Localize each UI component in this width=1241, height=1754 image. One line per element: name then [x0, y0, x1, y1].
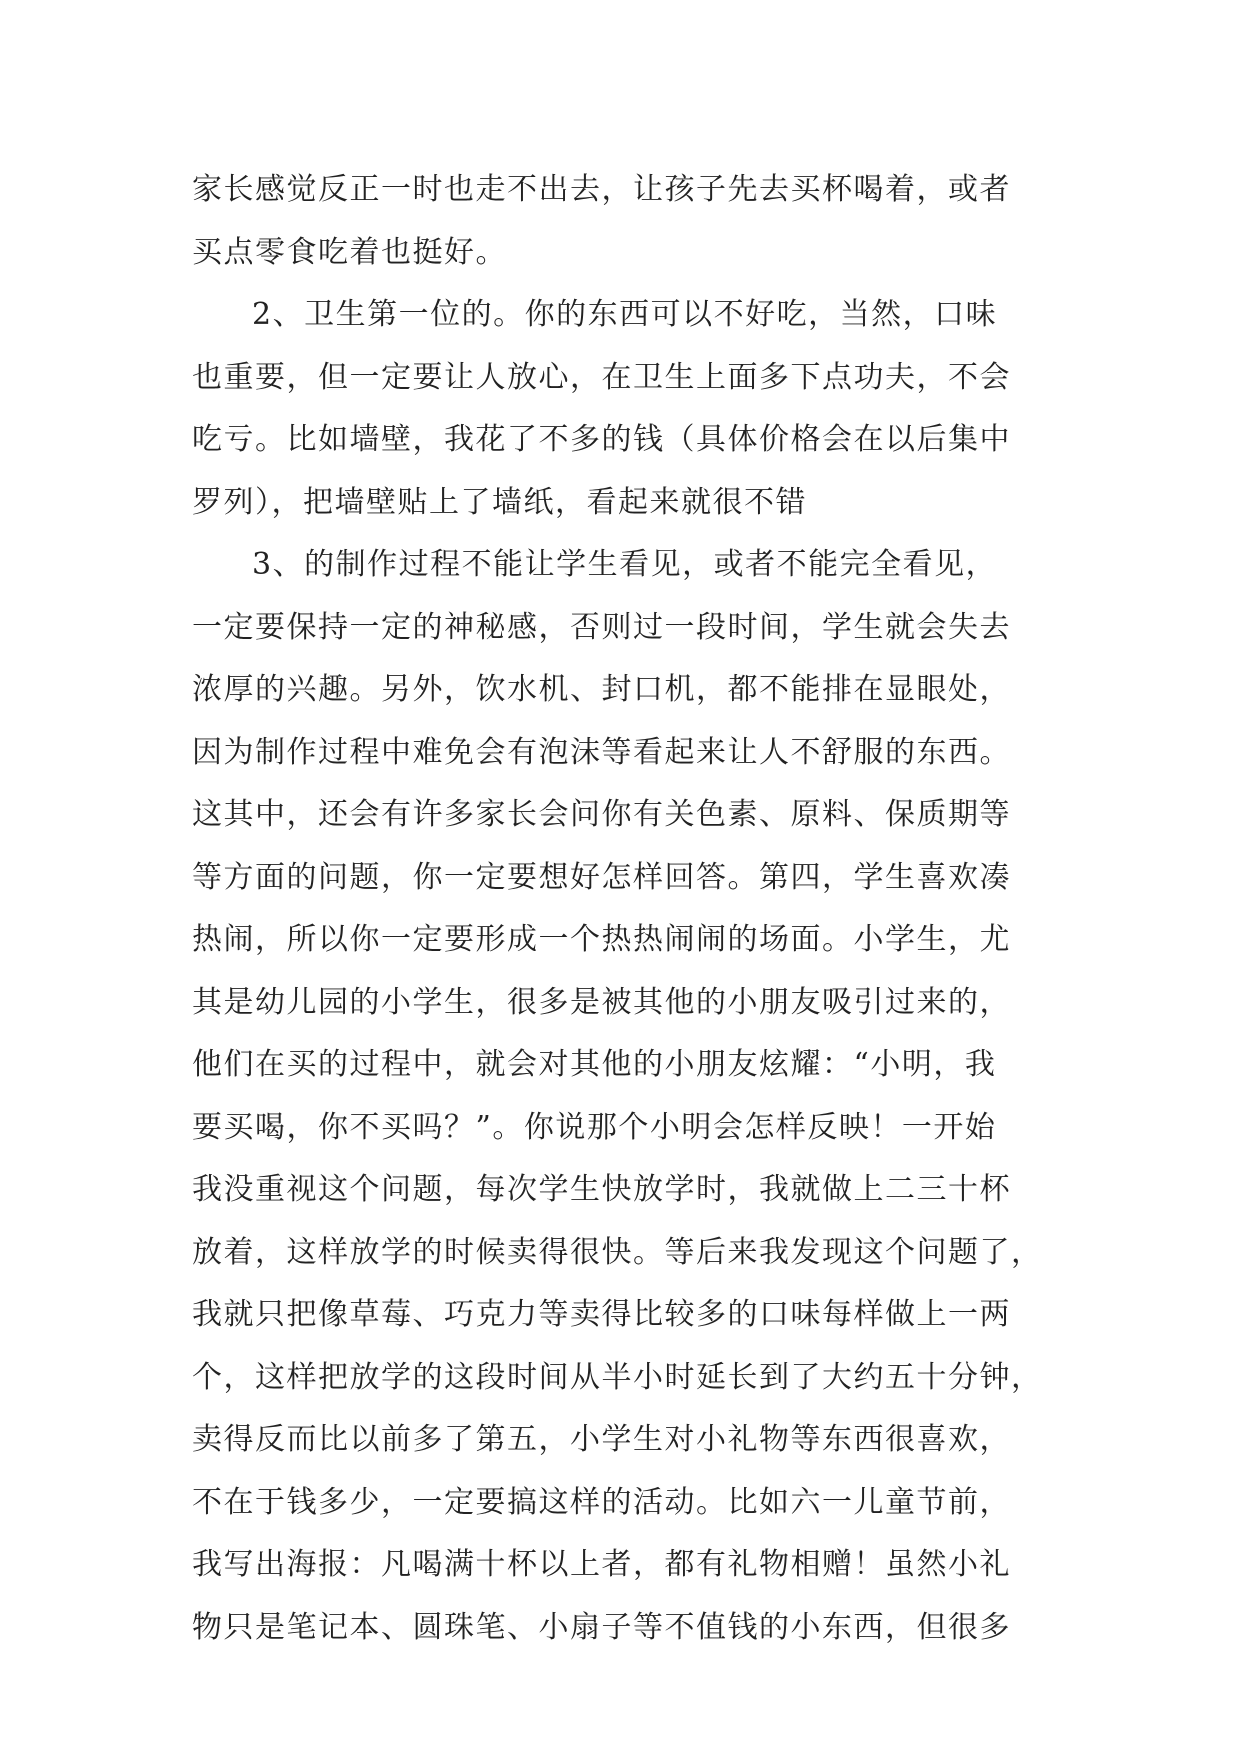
text-line: 吃亏。比如墙壁，我花了不多的钱（具体价格会在以后集中 [192, 422, 1011, 457]
text-line: 也重要，但一定要让人放心，在卫生上面多下点功夫，不会 [192, 359, 1011, 395]
text-line: 个，这样把放学的这段时间从半小时延长到了大约五十分钟， [192, 1359, 1043, 1395]
text-line: 卖得反而比以前多了第五，小学生对小礼物等东西很喜欢， [192, 1422, 1011, 1457]
text-line: 要买喝，你不买吗？”。你说那个小明会怎样反映！一开始 [192, 1109, 997, 1145]
text-line: 其是幼儿园的小学生，很多是被其他的小朋友吸引过来的， [192, 984, 1011, 1020]
text-line: 3、的制作过程不能让学生看见，或者不能完全看见， [252, 547, 998, 582]
text-line: 不在于钱多少，一定要搞这样的活动。比如六一儿童节前， [192, 1484, 1011, 1520]
text-line: 我没重视这个问题，每次学生快放学时，我就做上二三十杯 [192, 1172, 1011, 1207]
body-text [192, 159, 1072, 1659]
text-line: 因为制作过程中难免会有泡沫等看起来让人不舒服的东西。 [192, 734, 1011, 770]
text-line: 等方面的问题，你一定要想好怎样回答。第四，学生喜欢凑 [192, 859, 1011, 895]
text-line: 罗列），把墙壁贴上了墙纸，看起来就很不错 [192, 484, 807, 520]
text-line: 我写出海报：凡喝满十杯以上者，都有礼物相赠！虽然小礼 [192, 1547, 1011, 1582]
text-line: 一定要保持一定的神秘感，否则过一段时间，学生就会失去 [192, 609, 1011, 645]
text-line: 物只是笔记本、圆珠笔、小扇子等不值钱的小东西，但很多 [192, 1609, 1011, 1645]
text-line: 这其中，还会有许多家长会问你有关色素、原料、保质期等 [192, 797, 1011, 832]
text-line: 放着，这样放学的时候卖得很快。等后来我发现这个问题了， [192, 1234, 1043, 1270]
text-line: 我就只把像草莓、巧克力等卖得比较多的口味每样做上一两 [192, 1297, 1011, 1332]
text-line: 家长感觉反正一时也走不出去，让孩子先去买杯喝着，或者 [192, 172, 1011, 207]
text-line: 2、卫生第一位的。你的东西可以不好吃，当然，口味 [252, 297, 998, 332]
text-line: 他们在买的过程中，就会对其他的小朋友炫耀：“小明，我 [192, 1047, 997, 1082]
text-line: 浓厚的兴趣。另外，饮水机、封口机，都不能排在显眼处， [192, 672, 1011, 707]
text-line: 热闹，所以你一定要形成一个热热闹闹的场面。小学生，尤 [192, 922, 1011, 957]
text-line: 买点零食吃着也挺好。 [192, 234, 507, 270]
